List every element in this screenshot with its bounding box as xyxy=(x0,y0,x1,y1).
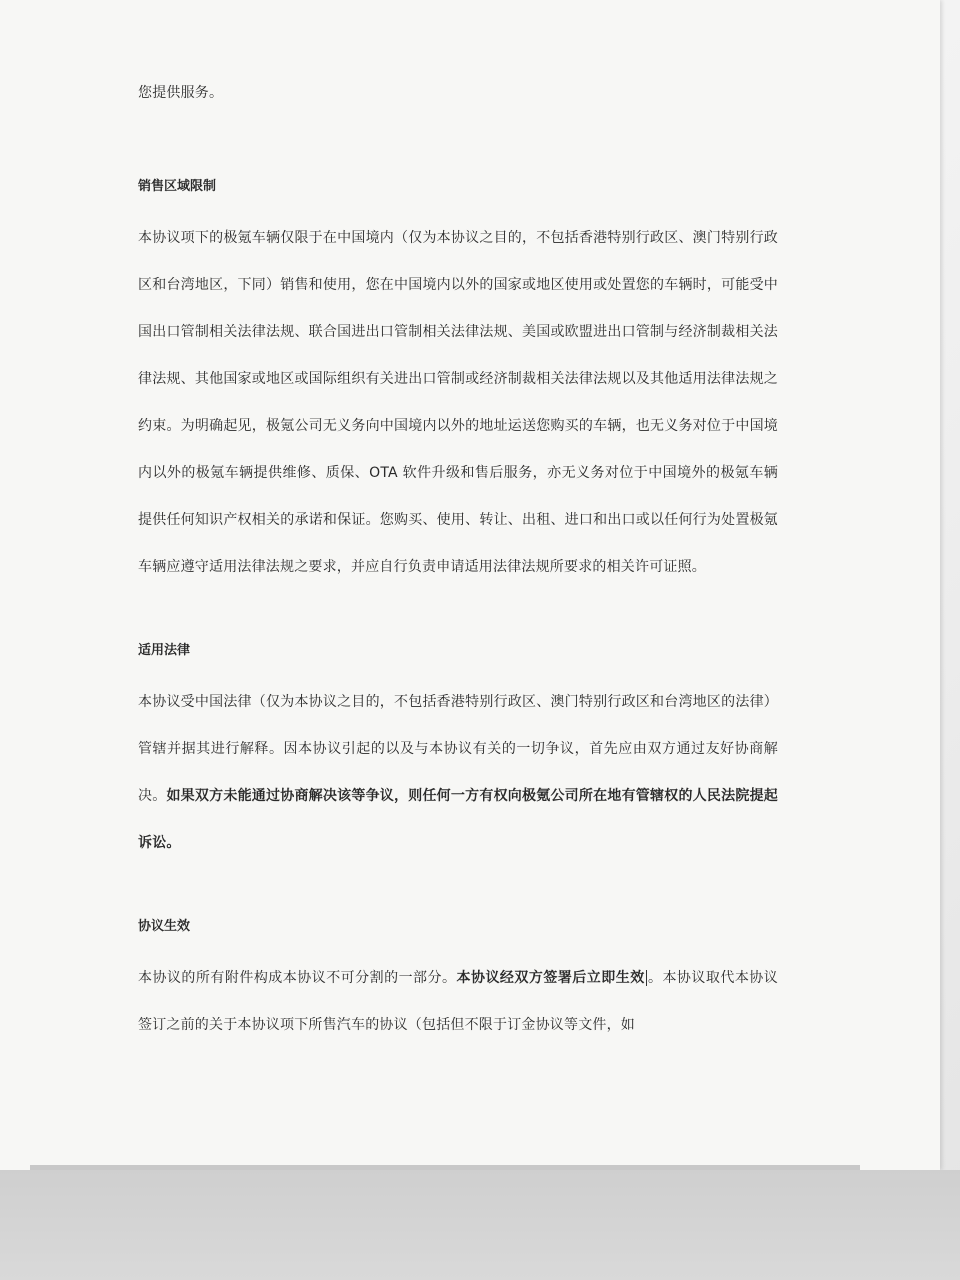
section-paragraph-effectiveness xyxy=(138,955,778,1049)
section-heading-sales-region: 销售区域限制 xyxy=(138,179,217,194)
document-body xyxy=(138,70,778,1049)
applicable-law-text: 本协议受中国法律（仅为本协议之目的，不包括香港特别行政区、澳门特别行政区和台湾地区的法律）管辖并据其进行解释。因本协议引起的以及与本协议有关的一切争议，首先应由双方通过友好协商解决。 xyxy=(138,694,778,804)
effectiveness-text-end: 。本协议取代本协议签订之前的关于本协议项下所售汽车的协议（包括但不限于订金协议等文件，如 xyxy=(138,970,778,1033)
section-heading-effectiveness: 协议生效 xyxy=(138,919,191,934)
text-cursor-icon xyxy=(646,970,647,986)
section-paragraph-applicable-law xyxy=(138,679,778,867)
effectiveness-bold-text: 本协议经双方签署后立即生效 xyxy=(456,970,645,986)
section-paragraph-sales-region: 本协议项下的极氪车辆仅限于在中国境内（仅为本协议之目的，不包括香港特别行政区、澳门特别行政区和台湾地区，下同）销售和使用，您在中国境内以外的国家或地区使用或处置您的车辆时，可能受中国出口管制相关法律法规、联合国进出口管制相关法律法规、美国或欧盟进出口管制与经济制裁相关法律法规、其他国家或地区或国际组织有关进出口管制或经济制裁相关法律法规以及其他适用法律法规之约束。为明确起见，极氪公司无义务向中国境内以外的地址运送您购买的车辆，也无义务对位于中国境内以外的极氪车辆提供维修、质保、OTA 软件升级和售后服务，亦无义务对位于中国境外的极氪车辆提供任何知识产权相关的承诺和保证。您购买、使用、转让、出租、进口和出口或以任何行为处置极氪车辆应遵守适用法律法规之要求，并应自行负责申请适用法律法规所要求的相关许可证照。 xyxy=(138,230,778,575)
window-bottom-area xyxy=(0,1170,960,1280)
effectiveness-text-start: 本协议的所有附件构成本协议不可分割的一部分。 xyxy=(138,970,457,986)
applicable-law-bold-text: 如果双方未能通过协商解决该等争议，则任何一方有权向极氪公司所在地有管辖权的人民法院提起诉讼。 xyxy=(138,788,778,851)
section-heading-applicable-law: 适用法律 xyxy=(138,643,191,658)
intro-line: 您提供服务。 xyxy=(138,85,224,101)
